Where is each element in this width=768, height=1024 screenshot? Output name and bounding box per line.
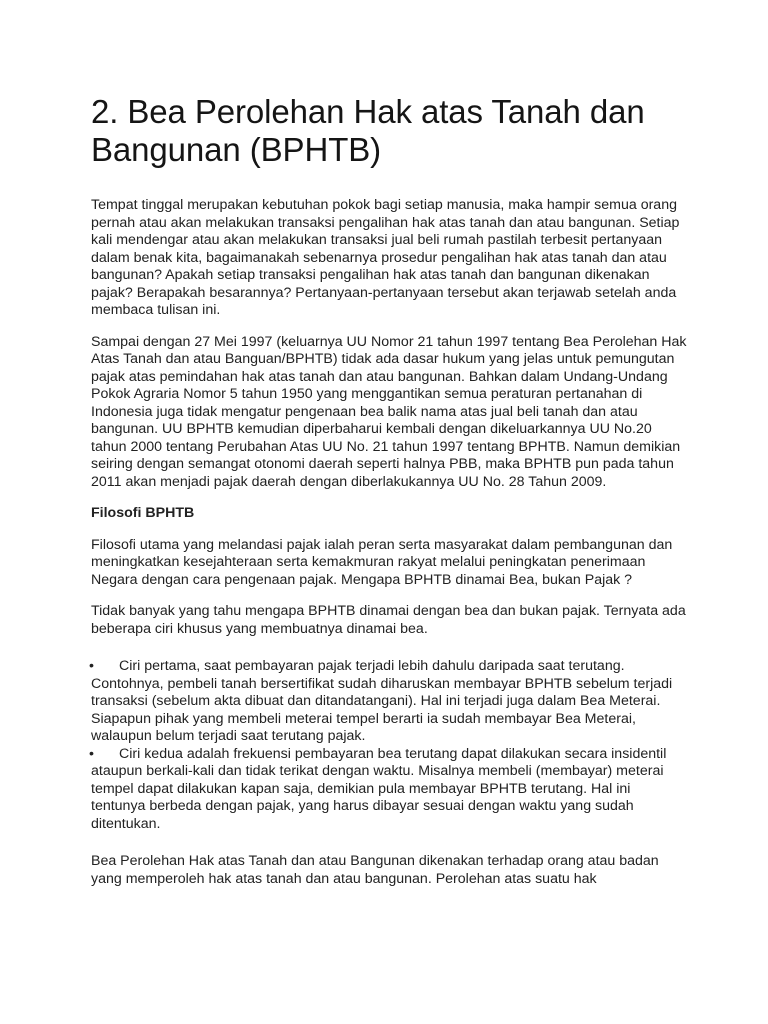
bullet-text-1: Ciri pertama, saat pembayaran pajak terjadi lebih dahulu daripada saat terutang. Contohnya, pembeli tanah bersertifikat sudah diharuskan membayar BPHTB sebelum terjadi transaksi (sebelum akta dibuat dan ditandatangani). Hal ini terjadi juga dalam Bea Meterai. Siapapun pihak yang membeli meterai tempel berarti ia sudah membayar Bea Meterai, walaupun belum terjadi saat terutang pajak. bbox=[91, 658, 673, 744]
bullet-icon: • bbox=[89, 745, 94, 762]
bullet-item-2 bbox=[91, 746, 688, 834]
page-title: 2. Bea Perolehan Hak atas Tanah dan Bangunan (BPHTB) bbox=[91, 93, 645, 168]
paragraph-intro: Tempat tinggal merupakan kebutuhan pokok bagi setiap manusia, maka hampir semua orang pernah atau akan melakukan transaksi pengalihan hak atas tanah dan atau bangunan. Setiap kali mendengar atau akan melakukan transaksi jual beli rumah pastilah terbesit pertanyaan dalam benak kita, bagaimanakah sebenarnya prosedur pengalihan hak atas tanah dan atau bangunan? Apakah setiap transaksi pengalihan hak atas tanah dan bangunan dikenakan pajak? Berapakah besarannya? Pertanyaan-pertanyaan tersebut akan terjawab setelah anda membaca tulisan ini. bbox=[91, 197, 680, 318]
bullet-list bbox=[91, 658, 688, 833]
bullet-text-2: Ciri kedua adalah frekuensi pembayaran bea terutang dapat dilakukan secara insidentil ataupun berkali-kali dan tidak terikat dengan waktu. Misalnya membeli (membayar) meterai tempel dapat dilakukan kapan saja, demikian pula membayar BPHTB terutang. Hal ini tentunya berbeda dengan pajak, yang harus dibayar sesuai dengan waktu yang sudah ditentukan. bbox=[91, 745, 667, 832]
paragraph-filosofi: Filosofi utama yang melandasi pajak ialah peran serta masyarakat dalam pembangunan dan meningkatkan kesejahteraan serta kemakmuran rakyat melalui peningkatan penerimaan Negara dengan cara pengenaan pajak. Mengapa BPHTB dinamai Bea, bukan Pajak ? bbox=[91, 536, 673, 588]
paragraph-legal-basis: Sampai dengan 27 Mei 1997 (keluarnya UU Nomor 21 tahun 1997 tentang Bea Perolehan Hak Atas Tanah dan atau Banguan/BPHTB) tidak ada dasar hukum yang jelas untuk pemungutan pajak atas pemindahan hak atas tanah dan atau bangunan. Bahkan dalam Undang-Undang Pokok Agraria Nomor 5 tahun 1950 yang menggantikan semua peraturan pertanahan di Indonesia juga tidak mengatur pengenaan bea balik nama atas jual beli tanah dan atau bangunan. UU BPHTB kemudian diperbaharui kembali dengan dikeluarkannya UU No.20 tahun 2000 tentang Perubahan Atas UU No. 21 tahun 1997 tentang BPHTB. Namun demikian seiring dengan semangat otonomi daerah seperti halnya PBB, maka BPHTB pun pada tahun 2011 akan menjadi pajak daerah dengan diberlakukannya UU No. 28 Tahun 2009. bbox=[91, 333, 687, 490]
section-heading-filosofi: Filosofi BPHTB bbox=[91, 505, 195, 521]
paragraph-bea-reason: Tidak banyak yang tahu mengapa BPHTB dinamai dengan bea dan bukan pajak. Ternyata ada beberapa ciri khusus yang membuatnya dinamai bea. bbox=[91, 603, 686, 637]
bullet-icon: • bbox=[89, 658, 94, 674]
paragraph-subject: Bea Perolehan Hak atas Tanah dan atau Bangunan dikenakan terhadap orang atau badan yang memperoleh hak atas tanah dan atau bangunan. Perolehan atas suatu hak bbox=[91, 853, 659, 887]
bullet-item-1 bbox=[91, 658, 688, 746]
